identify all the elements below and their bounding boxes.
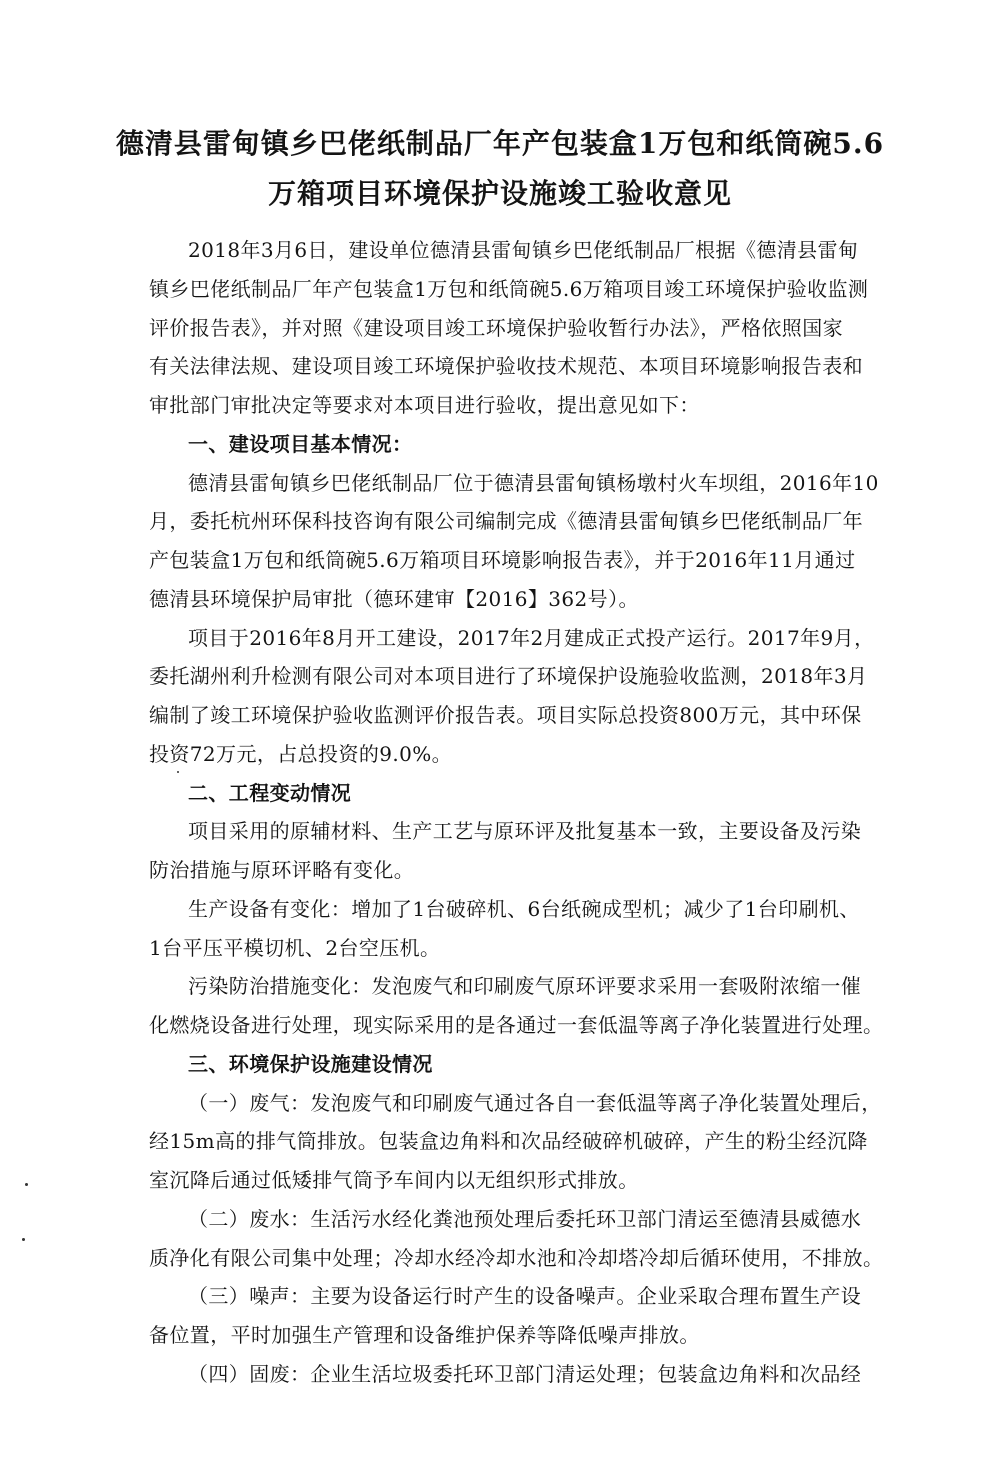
paragraph-line: 月，委托杭州环保科技咨询有限公司编制完成《德清县雷甸镇乡巴佬纸制品厂年 (149, 509, 863, 533)
paragraph-line: 有关法律法规、建设项目竣工环境保护验收技术规范、本项目环境影响报告表和 (149, 354, 863, 378)
paragraph-line: 备位置，平时加强生产管理和设备维护保养等降低噪声排放。 (149, 1323, 700, 1347)
paragraph-line: 质净化有限公司集中处理；冷却水经冷却水池和冷却塔冷却后循环使用，不排放。 (149, 1246, 884, 1270)
paragraph-line: （三）噪声：主要为设备运行时产生的设备噪声。企业采取合理布置生产设 (188, 1284, 862, 1308)
paragraph-line: 室沉降后通过低矮排气筒予车间内以无组织形式排放。 (149, 1168, 639, 1192)
paragraph-line: 生产设备有变化：增加了1台破碎机、6台纸碗成型机；减少了1台印刷机、 (188, 897, 860, 921)
document-title-line-2: 万箱项目环境保护设施竣工验收意见 (267, 177, 732, 210)
paragraph-line: 经15m高的排气筒排放。包装盒边角料和次品经破碎机破碎，产生的粉尘经沉降 (149, 1129, 868, 1153)
scan-speck (25, 1183, 28, 1186)
section-heading: 一、建设项目基本情况： (188, 432, 413, 456)
scan-speck (177, 771, 179, 773)
paragraph-line: 2018年3月6日，建设单位德清县雷甸镇乡巴佬纸制品厂根据《德清县雷甸 (188, 238, 859, 262)
paragraph-line: （四）固废：企业生活垃圾委托环卫部门清运处理；包装盒边角料和次品经 (188, 1362, 862, 1386)
paragraph-line: 德清县雷甸镇乡巴佬纸制品厂位于德清县雷甸镇杨墩村火车坝组，2016年10 (188, 471, 879, 495)
paragraph-line: （二）废水：生活污水经化粪池预处理后委托环卫部门清运至德清县威德水 (188, 1207, 862, 1231)
paragraph-line: 1台平压平模切机、2台空压机。 (149, 936, 441, 960)
scan-speck (22, 1238, 25, 1241)
paragraph-line: 投资72万元，占总投资的9.0%。 (149, 742, 453, 766)
paragraph-line: 德清县环境保护局审批（德环建审【2016】362号）。 (149, 587, 639, 611)
paragraph-line: 项目于2016年8月开工建设，2017年2月建成正式投产运行。2017年9月， (188, 626, 875, 650)
paragraph-line: 委托湖州利升检测有限公司对本项目进行了环境保护设施验收监测，2018年3月 (149, 664, 868, 688)
paragraph-line: 项目采用的原辅材料、生产工艺与原环评及批复基本一致，主要设备及污染 (188, 819, 862, 843)
paragraph-line: 审批部门审批决定等要求对本项目进行验收，提出意见如下： (149, 393, 700, 417)
paragraph-line: 编制了竣工环境保护验收监测评价报告表。项目实际总投资800万元，其中环保 (149, 703, 862, 727)
paragraph-line: 防治措施与原环评略有变化。 (149, 858, 415, 882)
section-heading: 三、环境保护设施建设情况 (188, 1052, 433, 1076)
document-title-line-1: 德清县雷甸镇乡巴佬纸制品厂年产包装盒1万包和纸筒碗5.6 (115, 127, 885, 160)
section-heading: 二、工程变动情况 (188, 781, 352, 805)
paragraph-line: （一）废气：发泡废气和印刷废气通过各自一套低温等离子净化装置处理后， (188, 1091, 882, 1115)
paragraph-line: 污染防治措施变化：发泡废气和印刷废气原环评要求采用一套吸附浓缩一催 (188, 974, 862, 998)
paragraph-line: 镇乡巴佬纸制品厂年产包装盒1万包和纸筒碗5.6万箱项目竣工环境保护验收监测 (149, 277, 869, 301)
paragraph-line: 产包装盒1万包和纸筒碗5.6万箱项目环境影响报告表》，并于2016年11月通过 (149, 548, 856, 572)
paragraph-line: 化燃烧设备进行处理，现实际采用的是各通过一套低温等离子净化装置进行处理。 (149, 1013, 884, 1037)
paragraph-line: 评价报告表》，并对照《建设项目竣工环境保护验收暂行办法》，严格依照国家 (149, 316, 843, 340)
